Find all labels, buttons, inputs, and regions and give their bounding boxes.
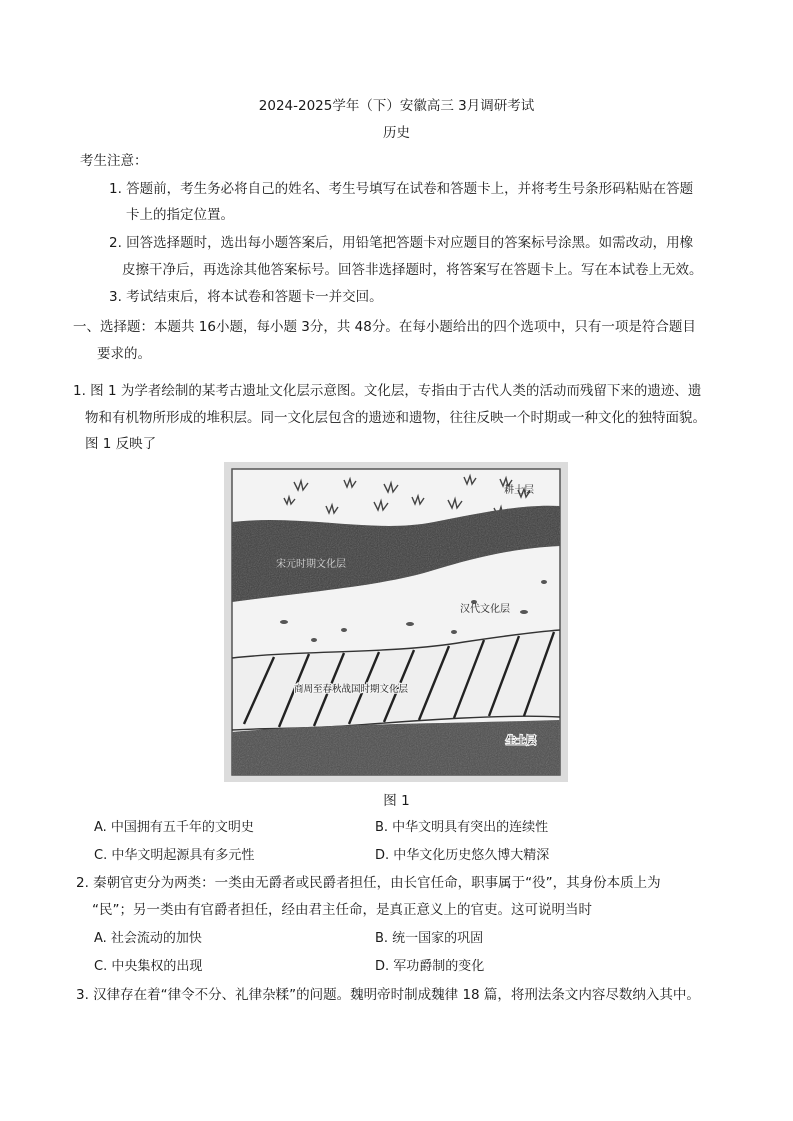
label-topsoil: 耕土层 bbox=[504, 485, 534, 496]
q2-stem-line-2: “民”；另一类由有官爵者担任，经由君主任命，是真正意义上的官吏。这可说明当时 bbox=[92, 902, 592, 918]
notice-item-1-line-2: 卡上的指定位置。 bbox=[126, 207, 234, 223]
q2-option-b: B. 统一国家的巩固 bbox=[375, 931, 484, 946]
notice-item-1-line-1: 1. 答题前，考生务必将自己的姓名、考生号填写在试卷和答题卡上，并将考生号条形码粘贴在答题 bbox=[109, 181, 694, 197]
q1-option-a: A. 中国拥有五千年的文明史 bbox=[94, 820, 254, 835]
q1-stem-line-3: 图 1 反映了 bbox=[85, 436, 157, 452]
exam-title: 2024-2025学年（下）安徽高三 3月调研考试 bbox=[258, 98, 535, 114]
q1-stem-line-1: 1. 图 1 为学者绘制的某考古遗址文化层示意图。文化层，专指由于古代人类的活动而残留下来的遗迹、遗 bbox=[73, 383, 702, 399]
q1-option-b: B. 中华文明具有突出的连续性 bbox=[375, 820, 549, 835]
q1-option-c: C. 中华文明起源具有多元性 bbox=[94, 848, 255, 863]
q2-option-a: A. 社会流动的加快 bbox=[94, 931, 202, 946]
label-undisturbed-soil: 生土层 bbox=[506, 736, 536, 747]
section-heading-line-1: 一、选择题：本题共 16小题，每小题 3分，共 48分。在每小题给出的四个选项中，只有一项是符合题目 bbox=[73, 319, 696, 335]
q1-option-d: D. 中华文化历史悠久博大精深 bbox=[375, 848, 550, 863]
notice-heading: 考生注意： bbox=[80, 153, 148, 169]
q3-stem-line-1: 3. 汉律存在着“律令不分、礼律杂糅”的问题。魏明帝时制成魏律 18 篇，将刑法条文内容尽数纳入其中。 bbox=[76, 987, 700, 1003]
notice-item-2-line-1: 2. 回答选择题时，选出每小题答案后，用铅笔把答题卡对应题目的答案标号涂黑。如需改动，用橡 bbox=[109, 235, 694, 251]
q2-stem-line-1: 2. 秦朝官吏分为两类：一类由无爵者或民爵者担任，由长官任命，职事属于“役”，其身份本质上为 bbox=[76, 875, 661, 891]
label-song-yuan-layer: 宋元时期文化层 bbox=[276, 559, 346, 570]
notice-item-2-line-2: 皮擦干净后，再选涂其他答案标号。回答非选择题时，将答案写在答题卡上。写在本试卷上无效。 bbox=[122, 262, 703, 278]
label-han-layer: 汉代文化层 bbox=[460, 604, 510, 615]
section-heading-line-2: 要求的。 bbox=[97, 346, 151, 362]
q2-option-d: D. 军功爵制的变化 bbox=[375, 959, 485, 974]
subject-title: 历史 bbox=[383, 125, 410, 141]
notice-item-3-line-1: 3. 考试结束后，将本试卷和答题卡一并交回。 bbox=[109, 289, 383, 305]
figure-1-cultural-layers bbox=[224, 462, 568, 782]
q1-stem-line-2: 物和有机物所形成的堆积层。同一文化层包含的遗迹和遗物，往往反映一个时期或一种文化的独特面貌。 bbox=[85, 410, 706, 426]
label-shang-zhou-layer: 商周至春秋战国时期文化层 bbox=[294, 684, 409, 695]
figure-1-caption: 图 1 bbox=[383, 793, 410, 809]
q2-option-c: C. 中央集权的出现 bbox=[94, 959, 203, 974]
layer-diagram-image bbox=[224, 462, 568, 782]
